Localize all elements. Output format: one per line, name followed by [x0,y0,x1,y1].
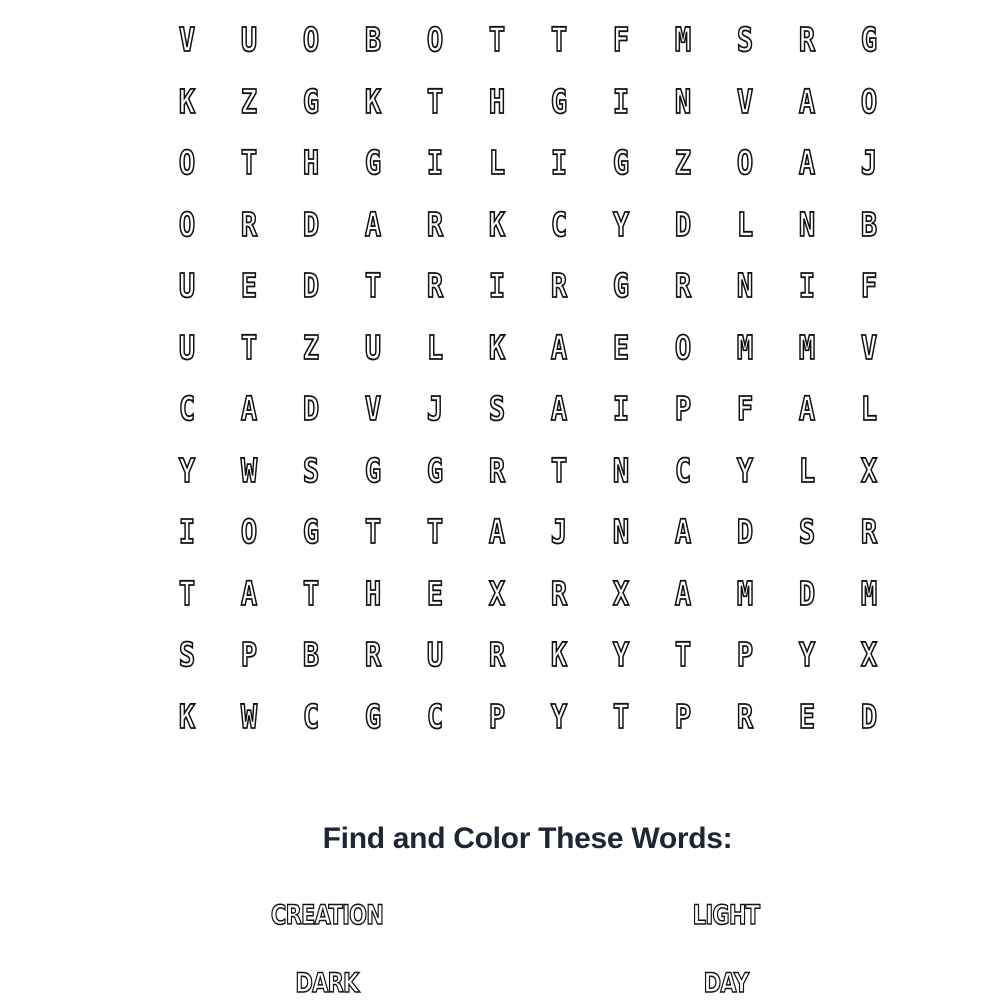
grid-letter-cell[interactable]: G [550,81,568,121]
grid-letter-cell[interactable]: O [178,143,196,183]
grid-letter-cell[interactable]: D [736,512,754,552]
grid-letter-cell[interactable]: R [488,450,506,490]
grid-letter-cell[interactable]: T [674,635,692,675]
grid-letter-cell[interactable]: M [860,573,878,613]
grid-letter-cell[interactable]: S [736,20,754,60]
grid-letter-cell[interactable]: N [736,266,754,306]
grid-letter-cell[interactable]: N [798,204,816,244]
grid-letter-cell[interactable]: I [612,389,630,429]
grid-letter-cell[interactable]: J [860,143,878,183]
grid-letter-cell[interactable]: R [798,20,816,60]
grid-letter-cell[interactable]: I [798,266,816,306]
grid-letter-cell[interactable]: S [798,512,816,552]
grid-letter-cell[interactable]: E [240,266,258,306]
grid-letter-cell[interactable]: D [302,204,320,244]
grid-letter-cell[interactable]: R [674,266,692,306]
word-list-heading: Find and Color These Words: [322,822,733,855]
grid-letter-cell[interactable]: S [178,635,196,675]
grid-letter-cell[interactable]: O [736,143,754,183]
grid-letter-cell[interactable]: S [488,389,506,429]
grid-letter-cell[interactable]: A [798,81,816,121]
grid-letter-cell[interactable]: D [674,204,692,244]
grid-letter-cell[interactable]: S [302,450,320,490]
grid-letter-cell[interactable]: U [240,20,258,60]
grid-letter-cell[interactable]: D [798,573,816,613]
grid-letter-cell[interactable]: L [736,204,754,244]
grid-letter-cell[interactable]: P [674,389,692,429]
grid-letter-cell[interactable]: Y [612,204,630,244]
grid-letter-cell[interactable]: T [426,512,444,552]
grid-letter-cell[interactable]: O [302,20,320,60]
grid-letter-cell[interactable]: T [612,696,630,736]
grid-letter-cell[interactable]: K [178,696,196,736]
grid-letter-cell[interactable]: A [798,389,816,429]
grid-letter-cell[interactable]: Z [240,81,258,121]
grid-letter-cell[interactable]: F [860,266,878,306]
grid-letter-cell[interactable]: M [736,327,754,367]
grid-letter-cell[interactable]: R [426,204,444,244]
grid-letter-cell[interactable]: H [302,143,320,183]
grid-letter-cell[interactable]: X [860,635,878,675]
grid-letter-cell[interactable]: D [860,696,878,736]
grid-letter-cell[interactable]: K [178,81,196,121]
grid-letter-cell[interactable]: G [302,512,320,552]
grid-letter-cell[interactable]: M [798,327,816,367]
grid-letter-cell[interactable]: D [302,389,320,429]
grid-letter-cell[interactable]: I [488,266,506,306]
grid-letter-cell[interactable]: Y [736,450,754,490]
grid-letter-cell[interactable]: I [426,143,444,183]
grid-letter-cell[interactable]: H [488,81,506,121]
grid-letter-cell[interactable]: G [364,450,382,490]
grid-letter-cell[interactable]: O [240,512,258,552]
grid-letter-cell[interactable]: F [736,389,754,429]
grid-letter-cell[interactable]: A [550,389,568,429]
grid-letter-cell[interactable]: P [736,635,754,675]
grid-letter-cell[interactable]: M [736,573,754,613]
grid-letter-cell[interactable]: Y [550,696,568,736]
grid-letter-cell[interactable]: T [550,450,568,490]
grid-letter-cell[interactable]: Z [302,327,320,367]
grid-letter-cell[interactable]: U [178,266,196,306]
grid-letter-cell[interactable]: G [364,696,382,736]
grid-letter-cell[interactable]: G [426,450,444,490]
grid-letter-cell[interactable]: G [612,143,630,183]
word-list-item: CREATION [270,900,384,931]
grid-letter-cell[interactable]: R [488,635,506,675]
grid-letter-cell[interactable]: C [426,696,444,736]
grid-letter-cell[interactable]: J [426,389,444,429]
grid-letter-cell[interactable]: A [798,143,816,183]
grid-letter-cell[interactable]: O [178,204,196,244]
grid-letter-cell[interactable]: N [674,81,692,121]
grid-letter-cell[interactable]: E [426,573,444,613]
grid-letter-cell[interactable]: W [240,696,258,736]
grid-letter-cell[interactable]: Y [798,635,816,675]
word-list-item: DAY [703,968,749,999]
grid-letter-cell[interactable]: B [302,635,320,675]
grid-letter-cell[interactable]: G [860,20,878,60]
grid-letter-cell[interactable]: L [488,143,506,183]
grid-letter-cell[interactable]: X [612,573,630,613]
grid-letter-cell[interactable]: A [674,573,692,613]
grid-letter-cell[interactable]: C [302,696,320,736]
grid-letter-cell[interactable]: N [612,450,630,490]
grid-letter-cell[interactable]: U [364,327,382,367]
grid-letter-cell[interactable]: E [612,327,630,367]
grid-letter-cell[interactable]: Y [178,450,196,490]
grid-letter-cell[interactable]: V [736,81,754,121]
grid-letter-cell[interactable]: C [178,389,196,429]
grid-letter-cell[interactable]: I [550,143,568,183]
grid-letter-cell[interactable]: A [488,512,506,552]
grid-letter-cell[interactable]: V [178,20,196,60]
grid-letter-cell[interactable]: T [364,266,382,306]
grid-letter-cell[interactable]: K [364,81,382,121]
grid-letter-cell[interactable]: M [674,20,692,60]
word-list-item: LIGHT [692,900,760,931]
grid-letter-cell[interactable]: F [612,20,630,60]
grid-letter-cell[interactable]: L [798,450,816,490]
grid-letter-cell[interactable]: A [364,204,382,244]
grid-letter-cell[interactable]: G [612,266,630,306]
grid-letter-cell[interactable]: X [488,573,506,613]
grid-letter-cell[interactable]: R [550,573,568,613]
grid-letter-cell[interactable]: J [550,512,568,552]
grid-letter-cell[interactable]: D [302,266,320,306]
grid-letter-cell[interactable]: R [550,266,568,306]
word-search-grid [156,9,900,747]
word-list-item: DARK [295,968,359,999]
grid-letter-cell[interactable]: K [488,327,506,367]
grid-letter-cell[interactable]: N [612,512,630,552]
grid-letter-cell[interactable]: R [240,204,258,244]
grid-letter-cell[interactable]: I [612,81,630,121]
grid-letter-cell[interactable]: A [550,327,568,367]
grid-letter-cell[interactable]: R [364,635,382,675]
grid-letter-cell[interactable]: Z [674,143,692,183]
grid-letter-cell[interactable]: T [178,573,196,613]
grid-letter-cell[interactable]: A [240,389,258,429]
grid-letter-cell[interactable]: A [674,512,692,552]
grid-letter-cell[interactable]: P [674,696,692,736]
grid-letter-cell[interactable]: T [240,143,258,183]
grid-letter-cell[interactable]: T [550,20,568,60]
grid-letter-cell[interactable]: X [860,450,878,490]
grid-letter-cell[interactable]: C [674,450,692,490]
grid-letter-cell[interactable]: R [426,266,444,306]
grid-letter-cell[interactable]: W [240,450,258,490]
grid-letter-cell[interactable]: G [364,143,382,183]
grid-letter-cell[interactable]: H [364,573,382,613]
grid-letter-cell[interactable]: L [860,389,878,429]
grid-letter-cell[interactable]: T [240,327,258,367]
grid-letter-cell[interactable]: T [302,573,320,613]
grid-letter-cell[interactable]: T [364,512,382,552]
grid-letter-cell[interactable]: C [550,204,568,244]
grid-letter-cell[interactable]: V [860,327,878,367]
grid-letter-cell[interactable]: Y [612,635,630,675]
grid-letter-cell[interactable]: T [426,81,444,121]
grid-letter-cell[interactable]: R [860,512,878,552]
grid-letter-cell[interactable]: O [674,327,692,367]
grid-letter-cell[interactable]: U [178,327,196,367]
grid-letter-cell[interactable]: L [426,327,444,367]
grid-letter-cell[interactable]: I [178,512,196,552]
grid-letter-cell[interactable]: O [860,81,878,121]
grid-letter-cell[interactable]: R [736,696,754,736]
grid-letter-cell[interactable]: P [240,635,258,675]
grid-letter-cell[interactable]: K [550,635,568,675]
grid-letter-cell[interactable]: U [426,635,444,675]
grid-letter-cell[interactable]: O [426,20,444,60]
grid-letter-cell[interactable]: G [302,81,320,121]
grid-letter-cell[interactable]: V [364,389,382,429]
grid-letter-cell[interactable]: B [364,20,382,60]
grid-letter-cell[interactable]: E [798,696,816,736]
grid-letter-cell[interactable]: K [488,204,506,244]
grid-letter-cell[interactable]: T [488,20,506,60]
grid-letter-cell[interactable]: P [488,696,506,736]
grid-letter-cell[interactable]: B [860,204,878,244]
grid-letter-cell[interactable]: A [240,573,258,613]
